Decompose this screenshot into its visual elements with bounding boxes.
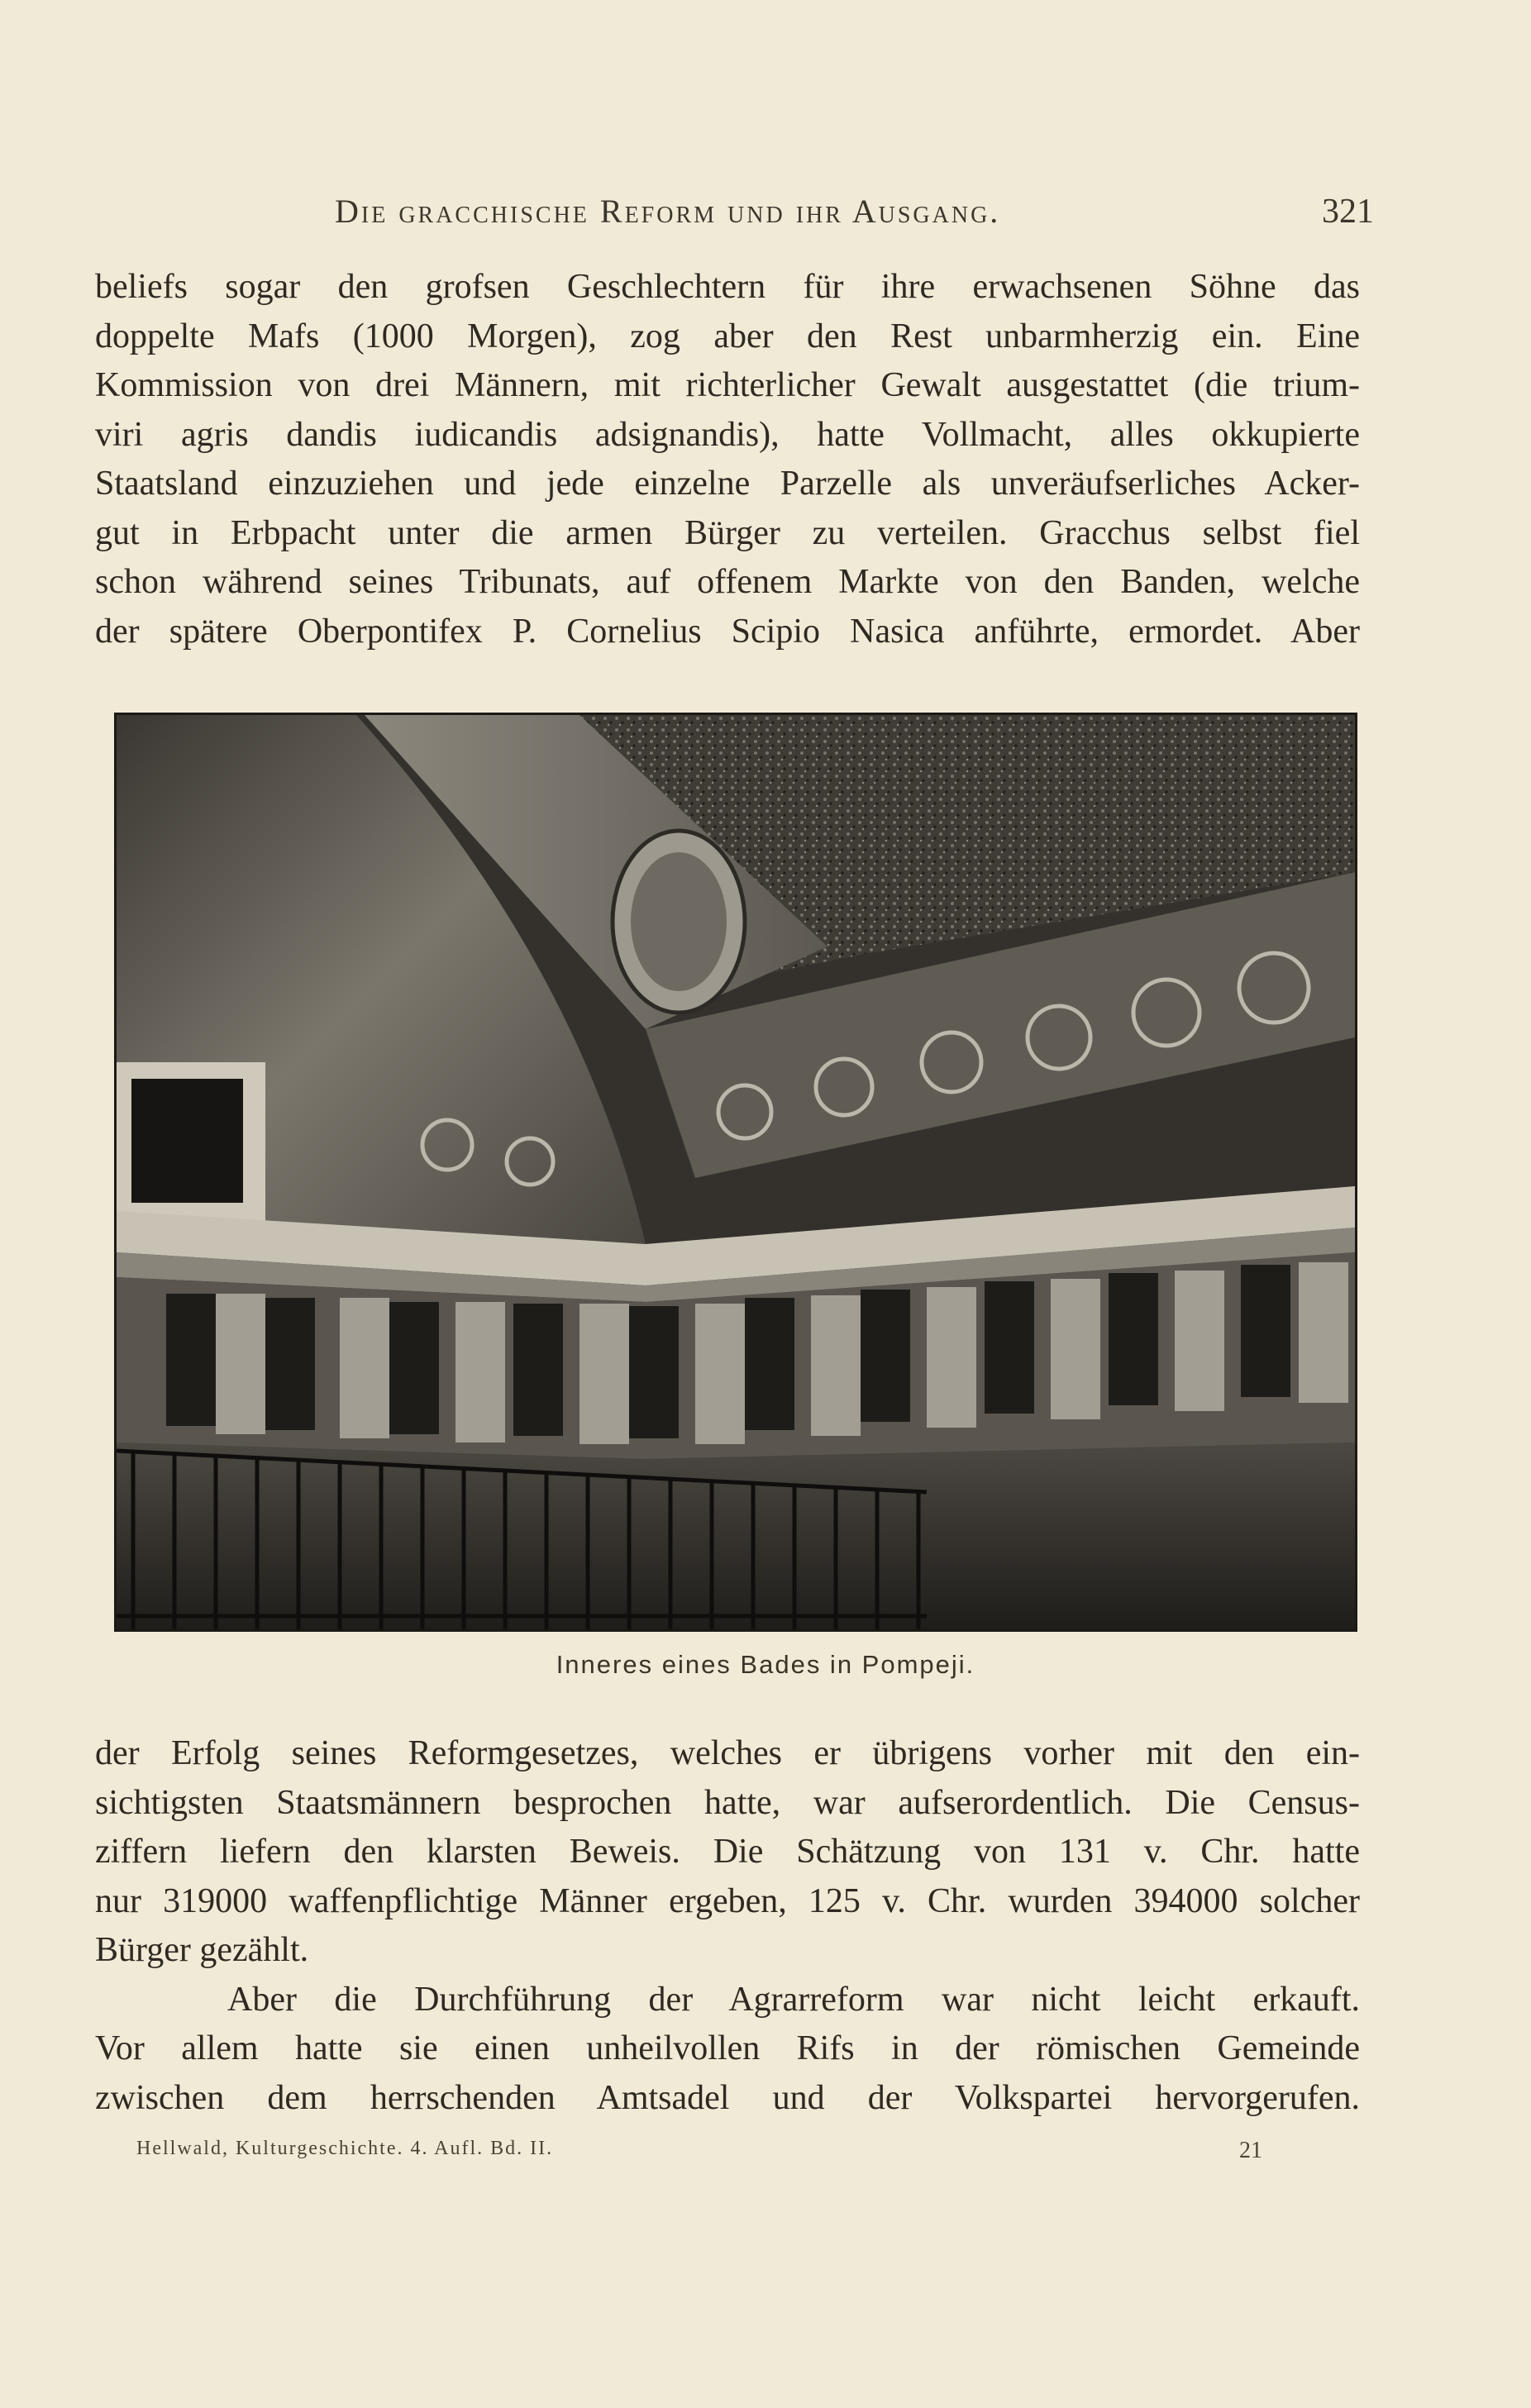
signature-mark: 21 xyxy=(1239,2138,1262,2163)
figure-caption: Inneres eines Bades in Pompeji. xyxy=(556,1650,975,1679)
text-line: Aber die Durchführung der Agrarreform war nicht leicht erkauft. xyxy=(227,1980,1360,2019)
running-head xyxy=(95,192,1374,238)
text-line: nur 319000 waffenpflichtige Männer ergeben, 125 v. Chr. wurden 394000 solcher xyxy=(95,1881,1360,1920)
text-line: schon während seines Tribunats, auf offenem Markte von den Banden, welche xyxy=(95,563,1360,601)
page-number: 321 xyxy=(1322,193,1374,231)
text-line: viri agris dandis iudicandis adsignandis), hatte Vollmacht, alles okkupierte xyxy=(95,415,1360,454)
bath-interior-illustration xyxy=(114,713,1357,1632)
text-line: der Erfolg seines Reformgesetzes, welches er übrigens vorher mit den ein- xyxy=(95,1734,1360,1772)
body-text-top xyxy=(95,263,1360,656)
text-line: doppelte Mafs (1000 Morgen), zog aber den Rest unbarmherzig ein. Eine xyxy=(95,317,1360,355)
text-line: ziffern liefern den klarsten Beweis. Die Schätzung von 131 v. Chr. hatte xyxy=(95,1833,1360,1871)
text-line: Staatsland einzuziehen und jede einzelne Parzelle als unveräufserliches Acker- xyxy=(95,465,1360,503)
text-line: zwischen dem herrschenden Amtsadel und der Volkspartei hervorgerufen. xyxy=(95,2078,1360,2117)
text-line: Kommission von drei Männern, mit richterlicher Gewalt ausgestattet (die trium- xyxy=(95,366,1360,404)
text-line: Bürger gezählt. xyxy=(95,1931,309,1969)
page-footer xyxy=(136,2138,1262,2171)
signature-line: Hellwald, Kulturgeschichte. 4. Aufl. Bd. II. xyxy=(136,2138,554,2159)
text-line: sichtigsten Staatsmännern besprochen hatte, war aufserordentlich. Die Census- xyxy=(95,1783,1360,1822)
text-line: gut in Erbpacht unter die armen Bürger zu verteilen. Gracchus selbst fiel xyxy=(95,513,1360,552)
text-line: Vor allem hatte sie einen unheilvollen Rifs in der römischen Gemeinde xyxy=(95,2029,1360,2067)
body-text-bottom xyxy=(95,1729,1360,2123)
running-title: Die gracchische Reform und ihr Ausgang. xyxy=(335,193,1001,230)
text-line: beliefs sogar den grofsen Geschlechtern für ihre erwachsenen Söhne das xyxy=(95,268,1360,306)
text-line: der spätere Oberpontifex P. Cornelius Scipio Nasica anführte, ermordet. Aber xyxy=(95,612,1360,651)
